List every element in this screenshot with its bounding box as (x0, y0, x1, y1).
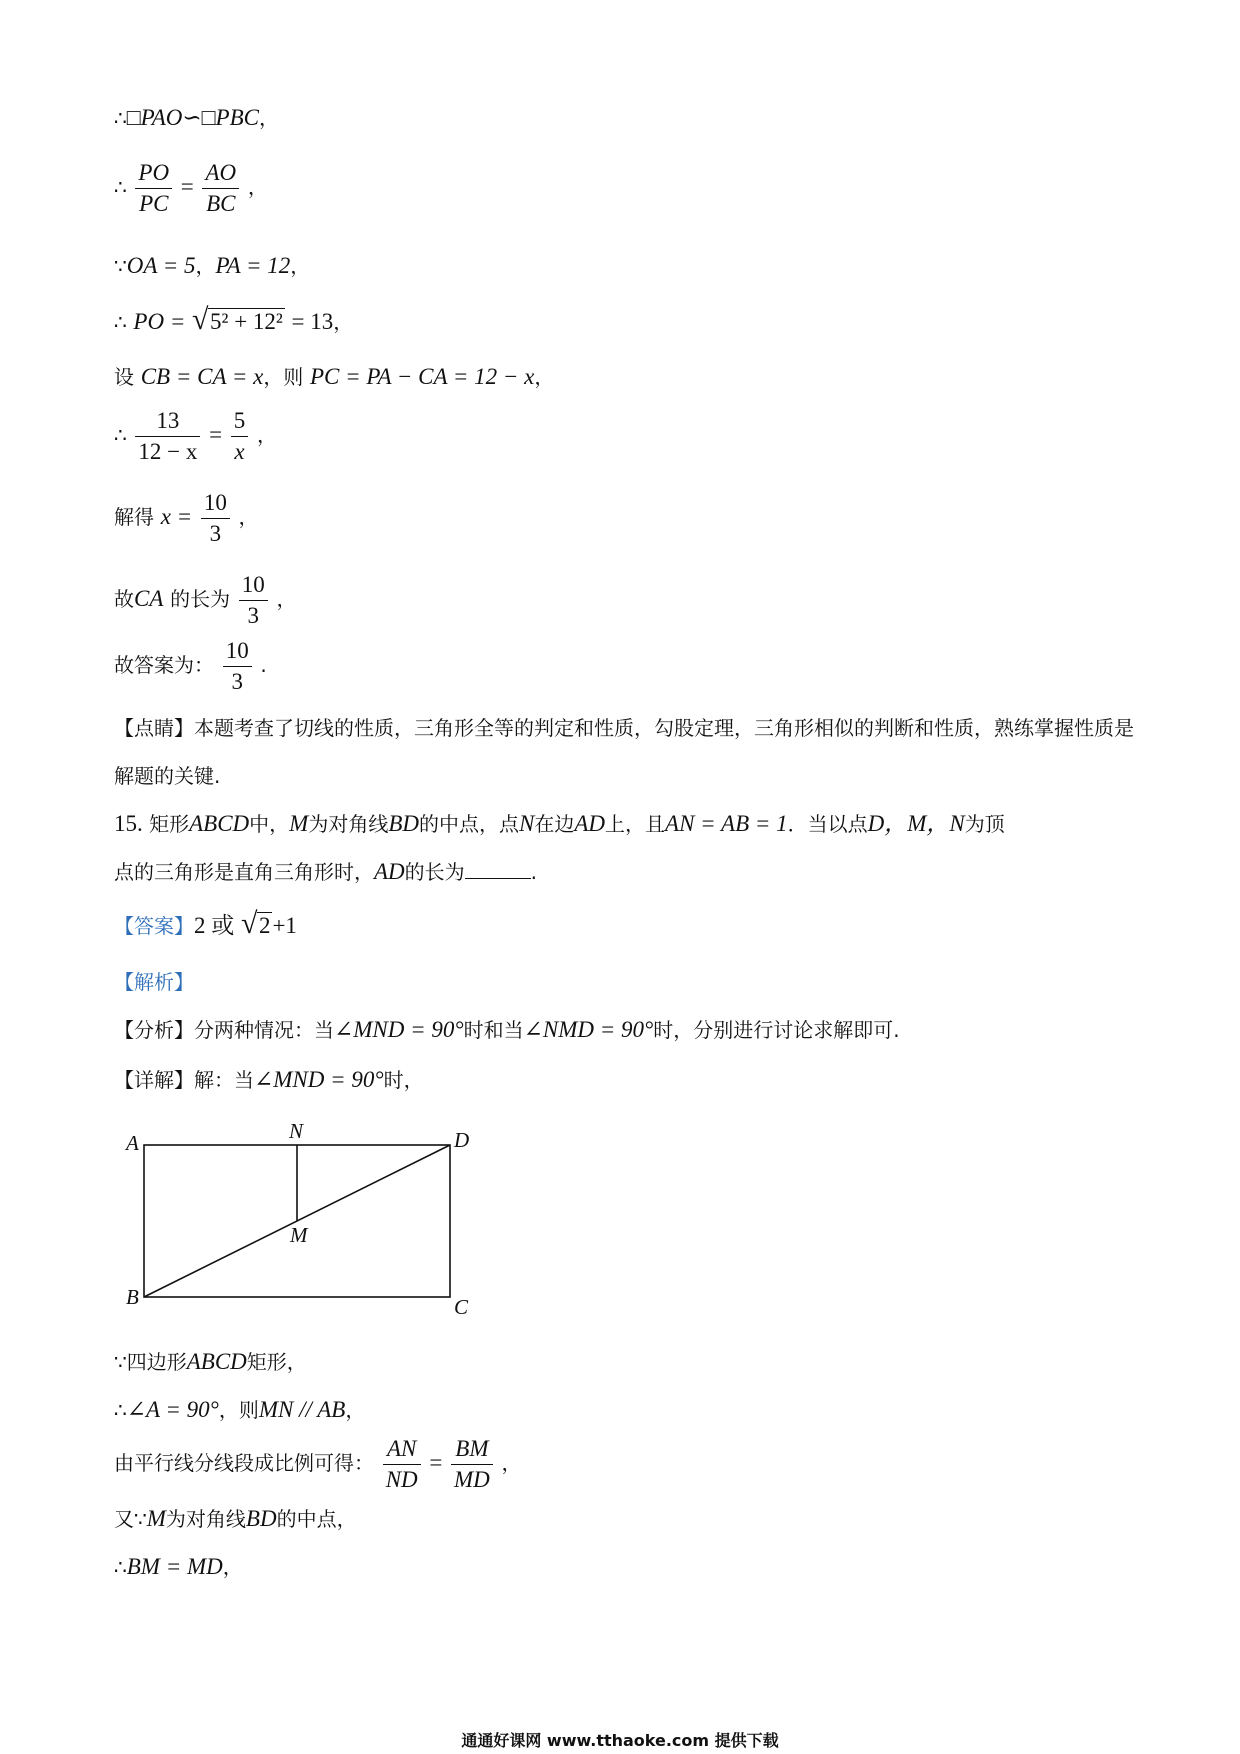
fraction: $\frac{10}{3}$ (201, 488, 230, 549)
answer-blank (465, 856, 531, 879)
step-5: ∴BM = MD， (114, 1554, 243, 1579)
step-3: 由平行线分线段成比例可得： $\frac{AN}{ND}$ = $\frac{BM}{MD}$ ， (114, 1434, 521, 1495)
rectangle-figure (110, 1112, 490, 1322)
fraction: $\frac{PO}{PC}$ (135, 158, 172, 219)
square-root: √ 2 (240, 907, 271, 940)
analysis-line: 【分析】分两种情况：当∠MND = 90°时和当∠NMD = 90°时，分别进行讨论求解即可. (114, 1017, 900, 1042)
fraction: $\frac{AO}{BC}$ (202, 158, 239, 219)
fraction: $\frac{10}{3}$ (223, 636, 252, 697)
line-substituted-ratio: ∴ $\frac{13}{12 - x}$ = $\frac{5}{x}$ ， (114, 406, 277, 467)
square-root: √ 5² + 12² (192, 303, 283, 336)
label-d: D (454, 1128, 470, 1152)
line-similar-triangles: ∴□PAO∽□PBC， (114, 105, 279, 130)
line-solve-x: 解得 x = $\frac{10}{3}$ ， (114, 488, 259, 549)
answer-tag: 【答案】 (114, 914, 194, 938)
line-ratio-equation: ∴ $\frac{PO}{PC}$ = $\frac{AO}{BC}$ ， (114, 158, 268, 219)
fraction: $\frac{BM}{MD}$ (451, 1434, 493, 1495)
step-2: ∴∠A = 90°，则MN // AB， (114, 1397, 366, 1422)
comment-paragraph: 【点睛】本题考查了切线的性质，三角形全等的判定和性质，勾股定理，三角形相似的判断和性质，熟练掌握性质是解题的关键. (114, 716, 1134, 788)
line-set-variable: 设 CB = CA = x，则 PC = PA − CA = 12 − x， (114, 364, 555, 389)
label-b: B (126, 1285, 139, 1309)
fraction: $\frac{10}{3}$ (239, 570, 268, 631)
line-pythagoras: ∴ PO = √ 5² + 12² = 13， (114, 303, 354, 336)
fraction: $\frac{5}{x}$ (231, 406, 249, 467)
page-footer: 通通好课网 www.tthaoke.com 提供下载 (461, 1731, 779, 1750)
detail-line: 【详解】解：当∠MND = 90°时， (114, 1067, 424, 1092)
line-given-values: ∵OA = 5，PA = 12， (114, 253, 311, 278)
answer-line: 【答案】2 或 √ 2+1 (114, 907, 297, 940)
label-a: A (126, 1131, 139, 1155)
analysis-tag: 【解析】 (114, 970, 194, 994)
line-ca-length: 故CA 的长为 $\frac{10}{3}$ ， (114, 570, 296, 631)
step-4: 又∵M为对角线BD的中点， (114, 1506, 357, 1531)
fraction: $\frac{13}{12 - x}$ (135, 406, 200, 467)
label-n: N (289, 1119, 304, 1143)
line-final-answer: 故答案为： $\frac{10}{3}$ . (114, 636, 267, 697)
fraction: $\frac{AN}{ND}$ (383, 1434, 421, 1495)
label-m: M (290, 1223, 308, 1247)
step-1: ∵四边形ABCD矩形， (114, 1349, 307, 1374)
label-c: C (454, 1295, 469, 1319)
question-15: 15. 矩形ABCD中，M为对角线BD的中点，点N在边AD上，且AN = AB = 1．当以点D，M，N为顶 点的三角形是直角三角形时，AD的长为 . (114, 811, 1005, 884)
